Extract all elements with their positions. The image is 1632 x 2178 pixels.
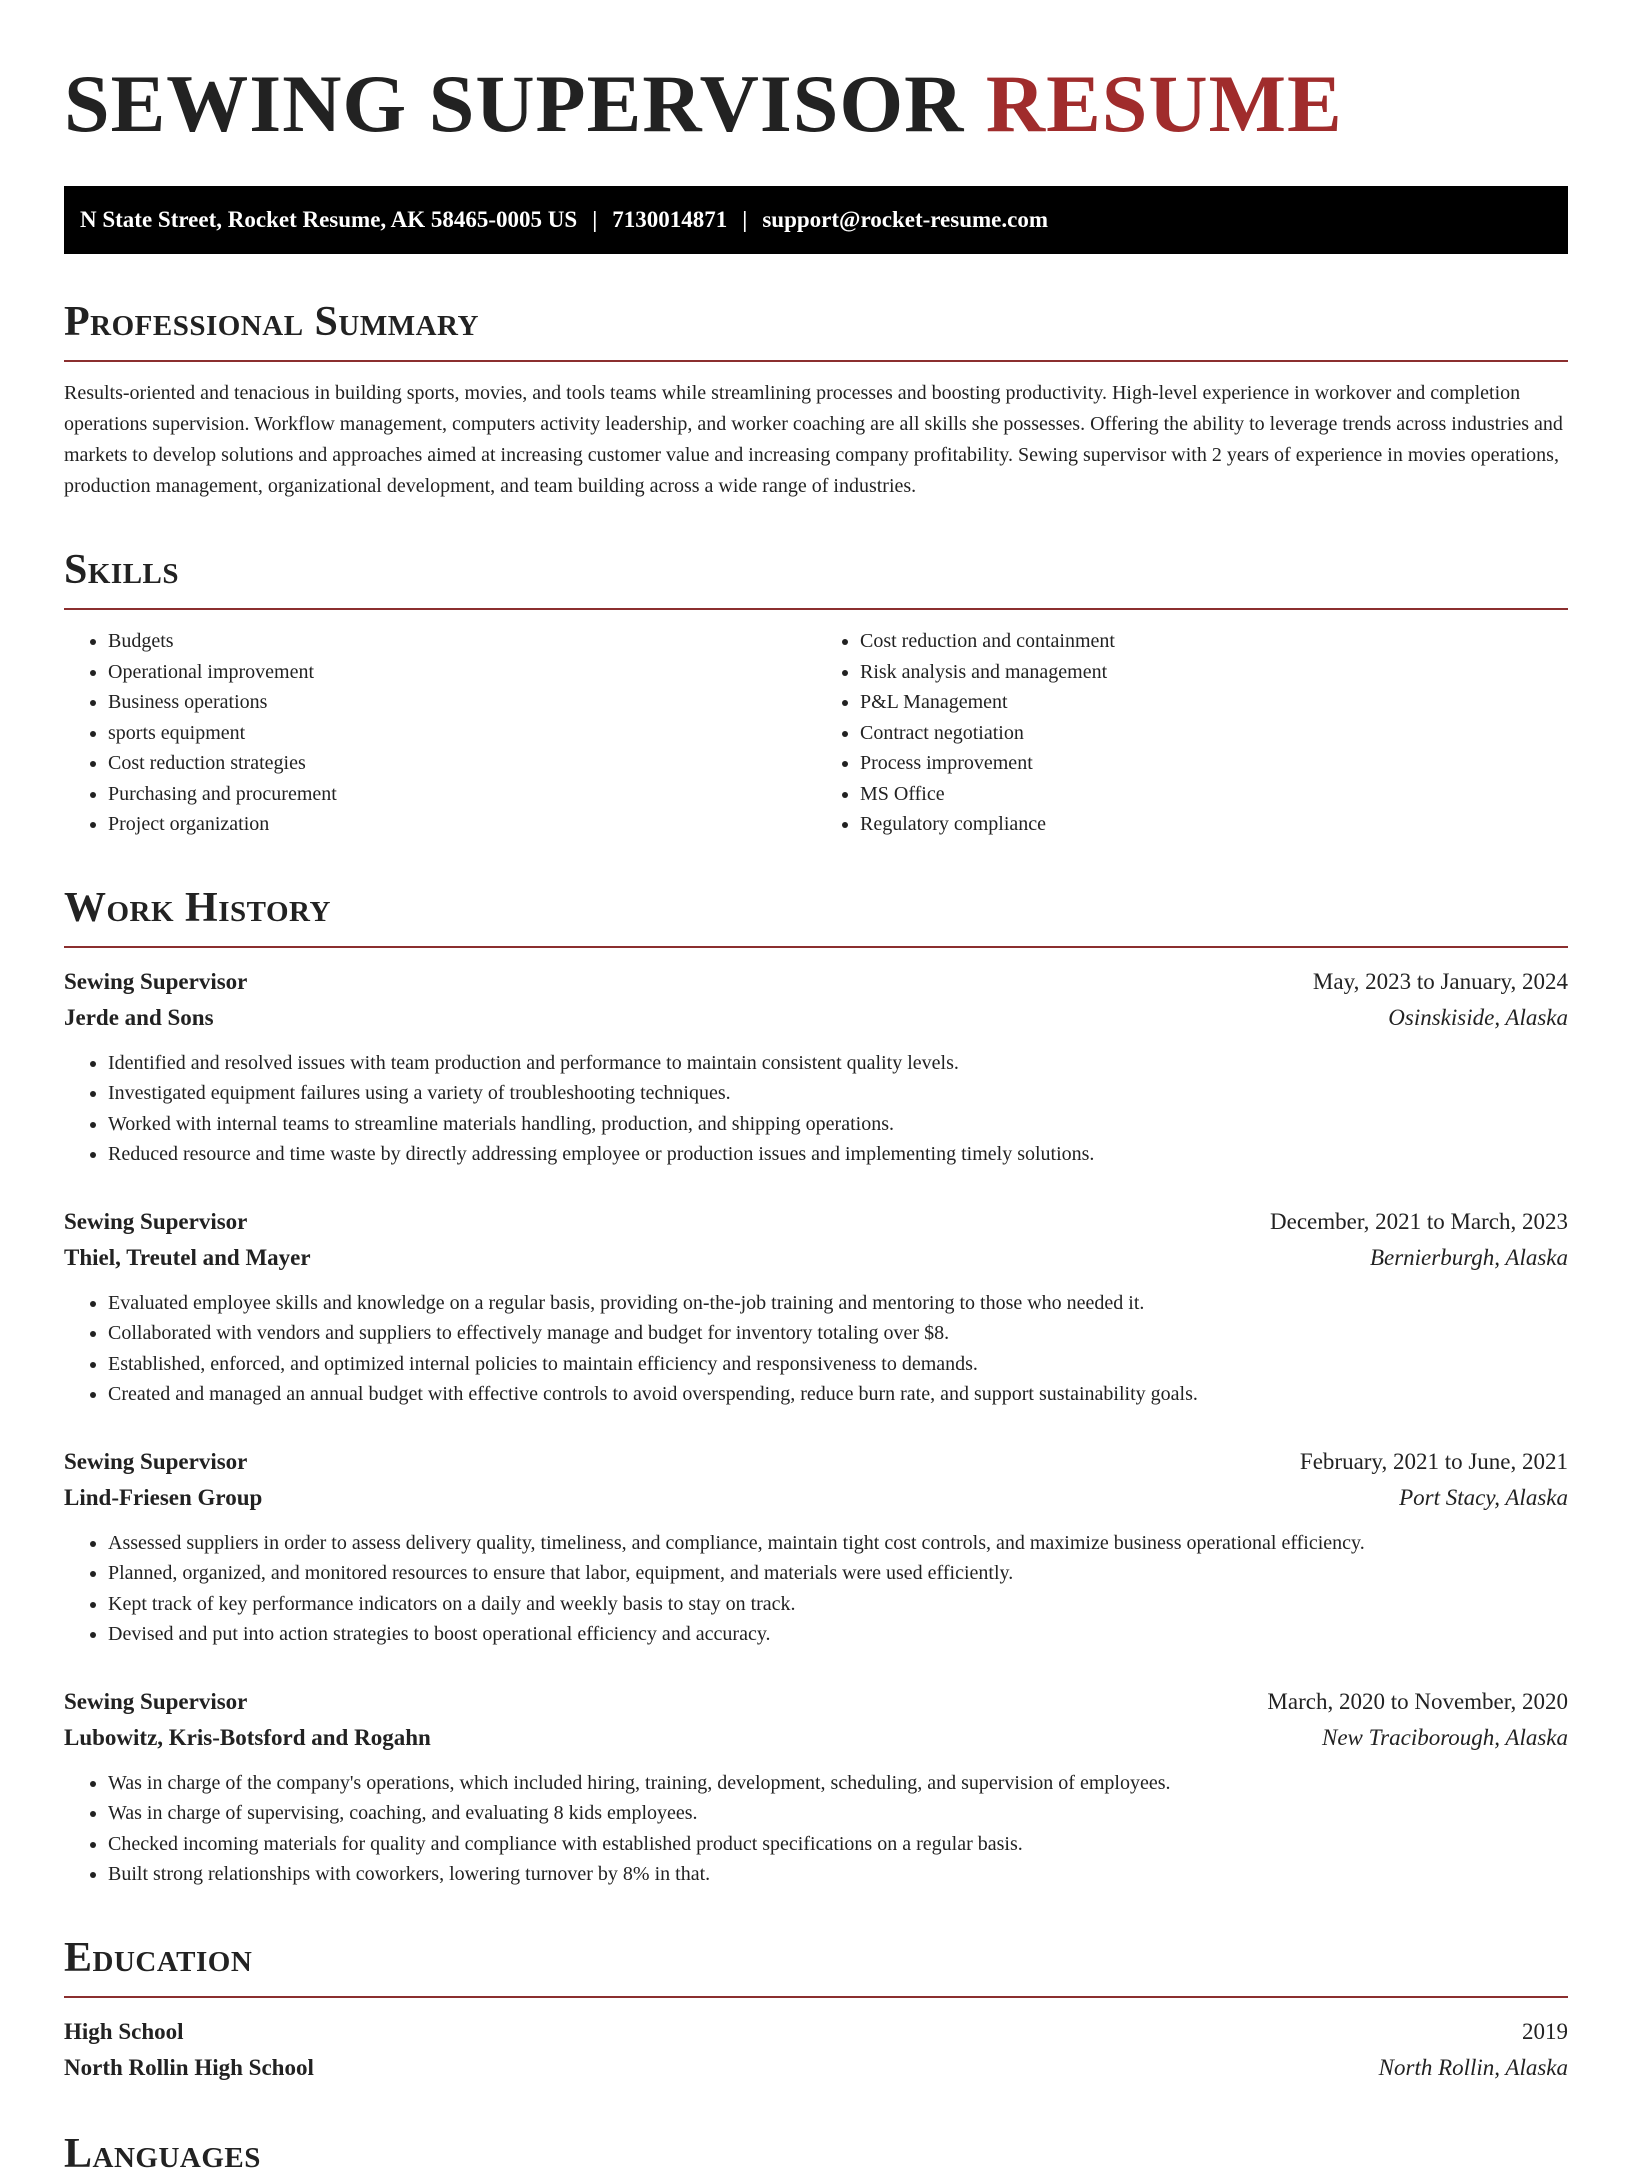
job-bullet: • Established, enforced, and optimized internal policies to maintain efficiency and responsiveness to demands. bbox=[108, 1349, 1568, 1380]
job-dates: May, 2023 to January, 2024 bbox=[1312, 968, 1568, 994]
contact-address: N State Street, Rocket Resume, AK 58465-0005 US bbox=[80, 207, 578, 232]
skill-item: • Cost reduction and containment bbox=[860, 626, 1568, 657]
job-bullet: • Planned, organized, and monitored resources to ensure that labor, equipment, and materials were used efficiently. bbox=[108, 1558, 1568, 1589]
skill-item: • Business operations bbox=[108, 687, 816, 718]
job-entry bbox=[64, 1204, 1568, 1410]
skill-item: • Operational improvement bbox=[108, 657, 816, 688]
skill-item: • Budgets bbox=[108, 626, 816, 657]
job-location: New Traciborough, Alaska bbox=[1322, 1724, 1568, 1750]
job-location: Osinskiside, Alaska bbox=[1388, 1004, 1568, 1030]
skill-item: • MS Office bbox=[860, 779, 1568, 810]
job-title: Sewing Supervisor bbox=[64, 968, 248, 994]
education-school-row bbox=[64, 2050, 1568, 2086]
resume-title-main: SEWING SUPERVISOR bbox=[64, 58, 965, 149]
job-bullets bbox=[64, 1288, 1568, 1410]
skill-item: • Contract negotiation bbox=[860, 718, 1568, 749]
job-header-row bbox=[64, 1204, 1568, 1240]
job-company-row bbox=[64, 1720, 1568, 1756]
section-divider bbox=[64, 360, 1568, 362]
job-bullet: • Checked incoming materials for quality and compliance with established product specifications on a regular basis. bbox=[108, 1829, 1568, 1860]
job-company: Thiel, Treutel and Mayer bbox=[64, 1244, 311, 1270]
job-bullet: • Evaluated employee skills and knowledge on a regular basis, providing on-the-job training and mentoring to those who needed it. bbox=[108, 1288, 1568, 1319]
job-header-row bbox=[64, 1684, 1568, 1720]
education-school: North Rollin High School bbox=[64, 2054, 314, 2080]
job-entry bbox=[64, 1444, 1568, 1650]
skills-grid bbox=[64, 626, 1568, 840]
skills-list-right bbox=[816, 626, 1568, 840]
job-bullet: • Identified and resolved issues with team production and performance to maintain consistent quality levels. bbox=[108, 1048, 1568, 1079]
education-year: 2019 bbox=[1522, 2018, 1568, 2044]
education-location: North Rollin, Alaska bbox=[1378, 2054, 1568, 2080]
job-bullets bbox=[64, 1048, 1568, 1170]
job-bullet: • Investigated equipment failures using a variety of troubleshooting techniques. bbox=[108, 1078, 1568, 1109]
job-company: Lubowitz, Kris-Botsford and Rogahn bbox=[64, 1724, 431, 1750]
languages-heading: Languages bbox=[64, 2130, 261, 2177]
skill-item: • Regulatory compliance bbox=[860, 809, 1568, 840]
education-header-row bbox=[64, 2014, 1568, 2050]
job-bullet: • Built strong relationships with coworkers, lowering turnover by 8% in that. bbox=[108, 1859, 1568, 1890]
skill-item: • Process improvement bbox=[860, 748, 1568, 779]
section-divider bbox=[64, 1996, 1568, 1998]
skill-item: • Purchasing and procurement bbox=[108, 779, 816, 810]
resume-title-accent: RESUME bbox=[985, 58, 1343, 149]
contact-phone: 7130014871 bbox=[612, 207, 728, 232]
summary-section bbox=[64, 298, 1568, 502]
section-divider bbox=[64, 608, 1568, 610]
job-bullet: • Assessed suppliers in order to assess delivery quality, timeliness, and compliance, maintain tight cost controls, and maximize business operational efficiency. bbox=[108, 1528, 1568, 1559]
job-dates: March, 2020 to November, 2020 bbox=[1267, 1688, 1568, 1714]
skill-item: • P&L Management bbox=[860, 687, 1568, 718]
summary-text: Results-oriented and tenacious in building sports, movies, and tools teams while streamlining processes and boosting productivity. High-level experience in workover and completion operations supervision. Workflow management, computers activity leadership, and worker coaching are all skills she possesses. Offering the ability to leverage trends across industries and markets to develop solutions and approaches aimed at increasing customer value and increasing company profitability. Sewing supervisor with 2 years of experience in movies operations, production management, organizational development, and team building across a wide range of industries. bbox=[64, 382, 1563, 497]
skills-heading: Skills bbox=[64, 547, 180, 593]
job-location: Bernierburgh, Alaska bbox=[1369, 1244, 1568, 1270]
job-bullet: • Created and managed an annual budget with effective controls to avoid overspending, reduce burn rate, and support sustainability goals. bbox=[108, 1379, 1568, 1410]
job-bullet: • Worked with internal teams to streamline materials handling, production, and shipping operations. bbox=[108, 1109, 1568, 1140]
job-title: Sewing Supervisor bbox=[64, 1208, 248, 1234]
skill-item: • Project organization bbox=[108, 809, 816, 840]
job-bullets bbox=[64, 1528, 1568, 1650]
job-dates: December, 2021 to March, 2023 bbox=[1270, 1208, 1568, 1234]
job-bullet: • Collaborated with vendors and suppliers to effectively manage and budget for inventory totaling over $8. bbox=[108, 1318, 1568, 1349]
languages-section bbox=[64, 2130, 1568, 2178]
skill-item: • sports equipment bbox=[108, 718, 816, 749]
job-dates: February, 2021 to June, 2021 bbox=[1299, 1448, 1568, 1474]
summary-heading: Professional Summary bbox=[64, 299, 479, 345]
job-company: Jerde and Sons bbox=[64, 1004, 214, 1030]
job-bullet: • Kept track of key performance indicators on a daily and weekly basis to stay on track. bbox=[108, 1589, 1568, 1620]
job-bullet: • Devised and put into action strategies to boost operational efficiency and accuracy. bbox=[108, 1619, 1568, 1650]
job-header-row bbox=[64, 1444, 1568, 1480]
contact-separator: | bbox=[592, 207, 598, 232]
job-bullet: • Reduced resource and time waste by directly addressing employee or production issues and implementing timely solutions. bbox=[108, 1139, 1568, 1170]
job-entry bbox=[64, 1684, 1568, 1890]
job-company-row bbox=[64, 1240, 1568, 1276]
job-bullet: • Was in charge of supervising, coaching, and evaluating 8 kids employees. bbox=[108, 1798, 1568, 1829]
skills-section bbox=[64, 546, 1568, 840]
education-section bbox=[64, 1934, 1568, 2086]
job-header-row bbox=[64, 964, 1568, 1000]
job-entry bbox=[64, 964, 1568, 1170]
education-heading: Education bbox=[64, 1934, 253, 1981]
work-history-heading: Work History bbox=[64, 884, 331, 931]
resume-title bbox=[64, 56, 1568, 152]
job-company-row bbox=[64, 1480, 1568, 1516]
contact-separator: | bbox=[742, 207, 748, 232]
skill-item: • Risk analysis and management bbox=[860, 657, 1568, 688]
job-bullets bbox=[64, 1768, 1568, 1890]
job-location: Port Stacy, Alaska bbox=[1399, 1484, 1568, 1510]
job-title: Sewing Supervisor bbox=[64, 1688, 248, 1714]
contact-email[interactable]: support@rocket-resume.com bbox=[762, 207, 1048, 232]
skill-item: • Cost reduction strategies bbox=[108, 748, 816, 779]
work-history-section bbox=[64, 884, 1568, 1890]
job-title: Sewing Supervisor bbox=[64, 1448, 248, 1474]
job-bullet: • Was in charge of the company's operations, which included hiring, training, development, scheduling, and supervision of employees. bbox=[108, 1768, 1568, 1799]
skills-list-left bbox=[64, 626, 816, 840]
contact-bar bbox=[64, 186, 1568, 254]
education-degree: High School bbox=[64, 2018, 184, 2044]
section-divider bbox=[64, 946, 1568, 948]
job-company-row bbox=[64, 1000, 1568, 1036]
job-company: Lind-Friesen Group bbox=[64, 1484, 263, 1510]
